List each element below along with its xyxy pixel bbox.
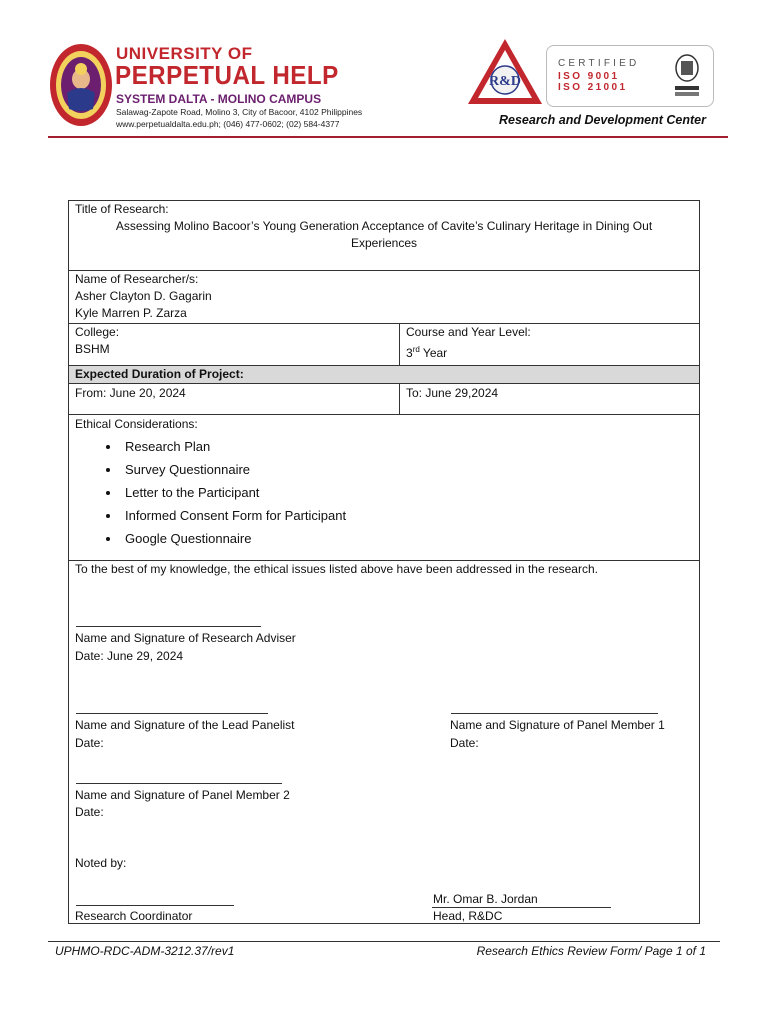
coordinator-label: Research Coordinator [75,909,193,923]
list-item: • Google Questionnaire [121,527,693,550]
list-item: • Letter to the Participant [121,481,693,504]
rd-center-logo [465,36,545,108]
rdc-head-title: Head, R&DC [433,909,503,923]
researchers-label: Name of Researcher/s: [75,272,199,286]
list-item: • Survey Questionnaire [121,458,693,481]
university-name-line1: UNIVERSITY OF [116,44,253,63]
researchers-row [69,271,699,324]
researcher-name: Kyle Marren P. Zarza [75,306,187,320]
ethics-list [75,435,693,550]
adviser-signature-line [76,626,261,627]
panel-member2-date: Date: [75,805,104,819]
duration-header-row [69,366,699,384]
adviser-label: Name and Signature of Research Adviser [75,631,296,645]
university-seal-logo [49,43,113,127]
attestation-statement: To the best of my knowledge, the ethical issues listed above have been addressed in the research. [75,562,598,576]
ethics-label: Ethical Considerations: [75,417,198,431]
iso-21001-label: ISO 21001 [558,82,628,93]
campus-contact: www.perpetualdalta.edu.ph; (046) 477-0602; (02) 584-4377 [116,119,340,129]
campus-name: SYSTEM DALTA - MOLINO CAMPUS [116,92,322,106]
form-page-label: Research Ethics Review Form/ Page 1 of 1 [476,944,706,958]
header-divider [48,136,728,138]
university-name-line2: PERPETUAL HELP [115,60,339,90]
certified-label: CERTIFIED [558,58,640,69]
list-item: • Informed Consent Form for Participant [121,504,693,527]
iso-9001-label: ISO 9001 [558,71,620,82]
college-row [69,324,699,366]
college-value: BSHM [75,342,110,356]
coordinator-signature-line [76,905,234,906]
research-title: Assessing Molino Bacoor’s Young Generation Acceptance of Cavite’s Culinary Heritage in Dining Out Experiences [115,219,653,250]
panel-member1-label: Name and Signature of Panel Member 1 [450,718,665,732]
rdc-head-name: Mr. Omar B. Jordan [433,892,538,906]
college-label: College: [75,325,120,339]
bureau-veritas-logo [672,53,702,98]
footer-divider [48,941,720,942]
course-value: 3rd Year [406,345,448,360]
lead-panelist-date: Date: [75,736,104,750]
duration-label: Expected Duration of Project: [75,367,244,381]
title-row [69,201,699,271]
lead-panelist-label: Name and Signature of the Lead Panelist [75,718,295,732]
researcher-name: Asher Clayton D. Gagarin [75,289,212,303]
adviser-date: Date: June 29, 2024 [75,649,184,663]
ethics-review-form [68,200,700,924]
panel-member2-signature-line [76,783,282,784]
list-item: • Research Plan [121,435,693,458]
document-code: UPHMO-RDC-ADM-3212.37/rev1 [55,944,235,958]
lead-panelist-signature-line [76,713,268,714]
duration-to: To: June 29,2024 [399,384,699,414]
title-label: Title of Research: [75,202,169,216]
noted-by-label: Noted by: [75,856,127,870]
ethics-row [69,415,699,561]
research-center-title: Research and Development Center [498,113,706,127]
duration-from: From: June 20, 2024 [75,386,186,400]
panel-member1-signature-line [451,713,658,714]
course-label: Course and Year Level: [406,325,531,339]
panel-member1-date: Date: [450,736,479,750]
campus-address: Salawag-Zapote Road, Molino 3, City of Bacoor, 4102 Philippines [116,107,363,117]
panel-member2-label: Name and Signature of Panel Member 2 [75,788,290,802]
svg-text:R&D: R&D [489,74,521,89]
duration-row [69,384,699,415]
